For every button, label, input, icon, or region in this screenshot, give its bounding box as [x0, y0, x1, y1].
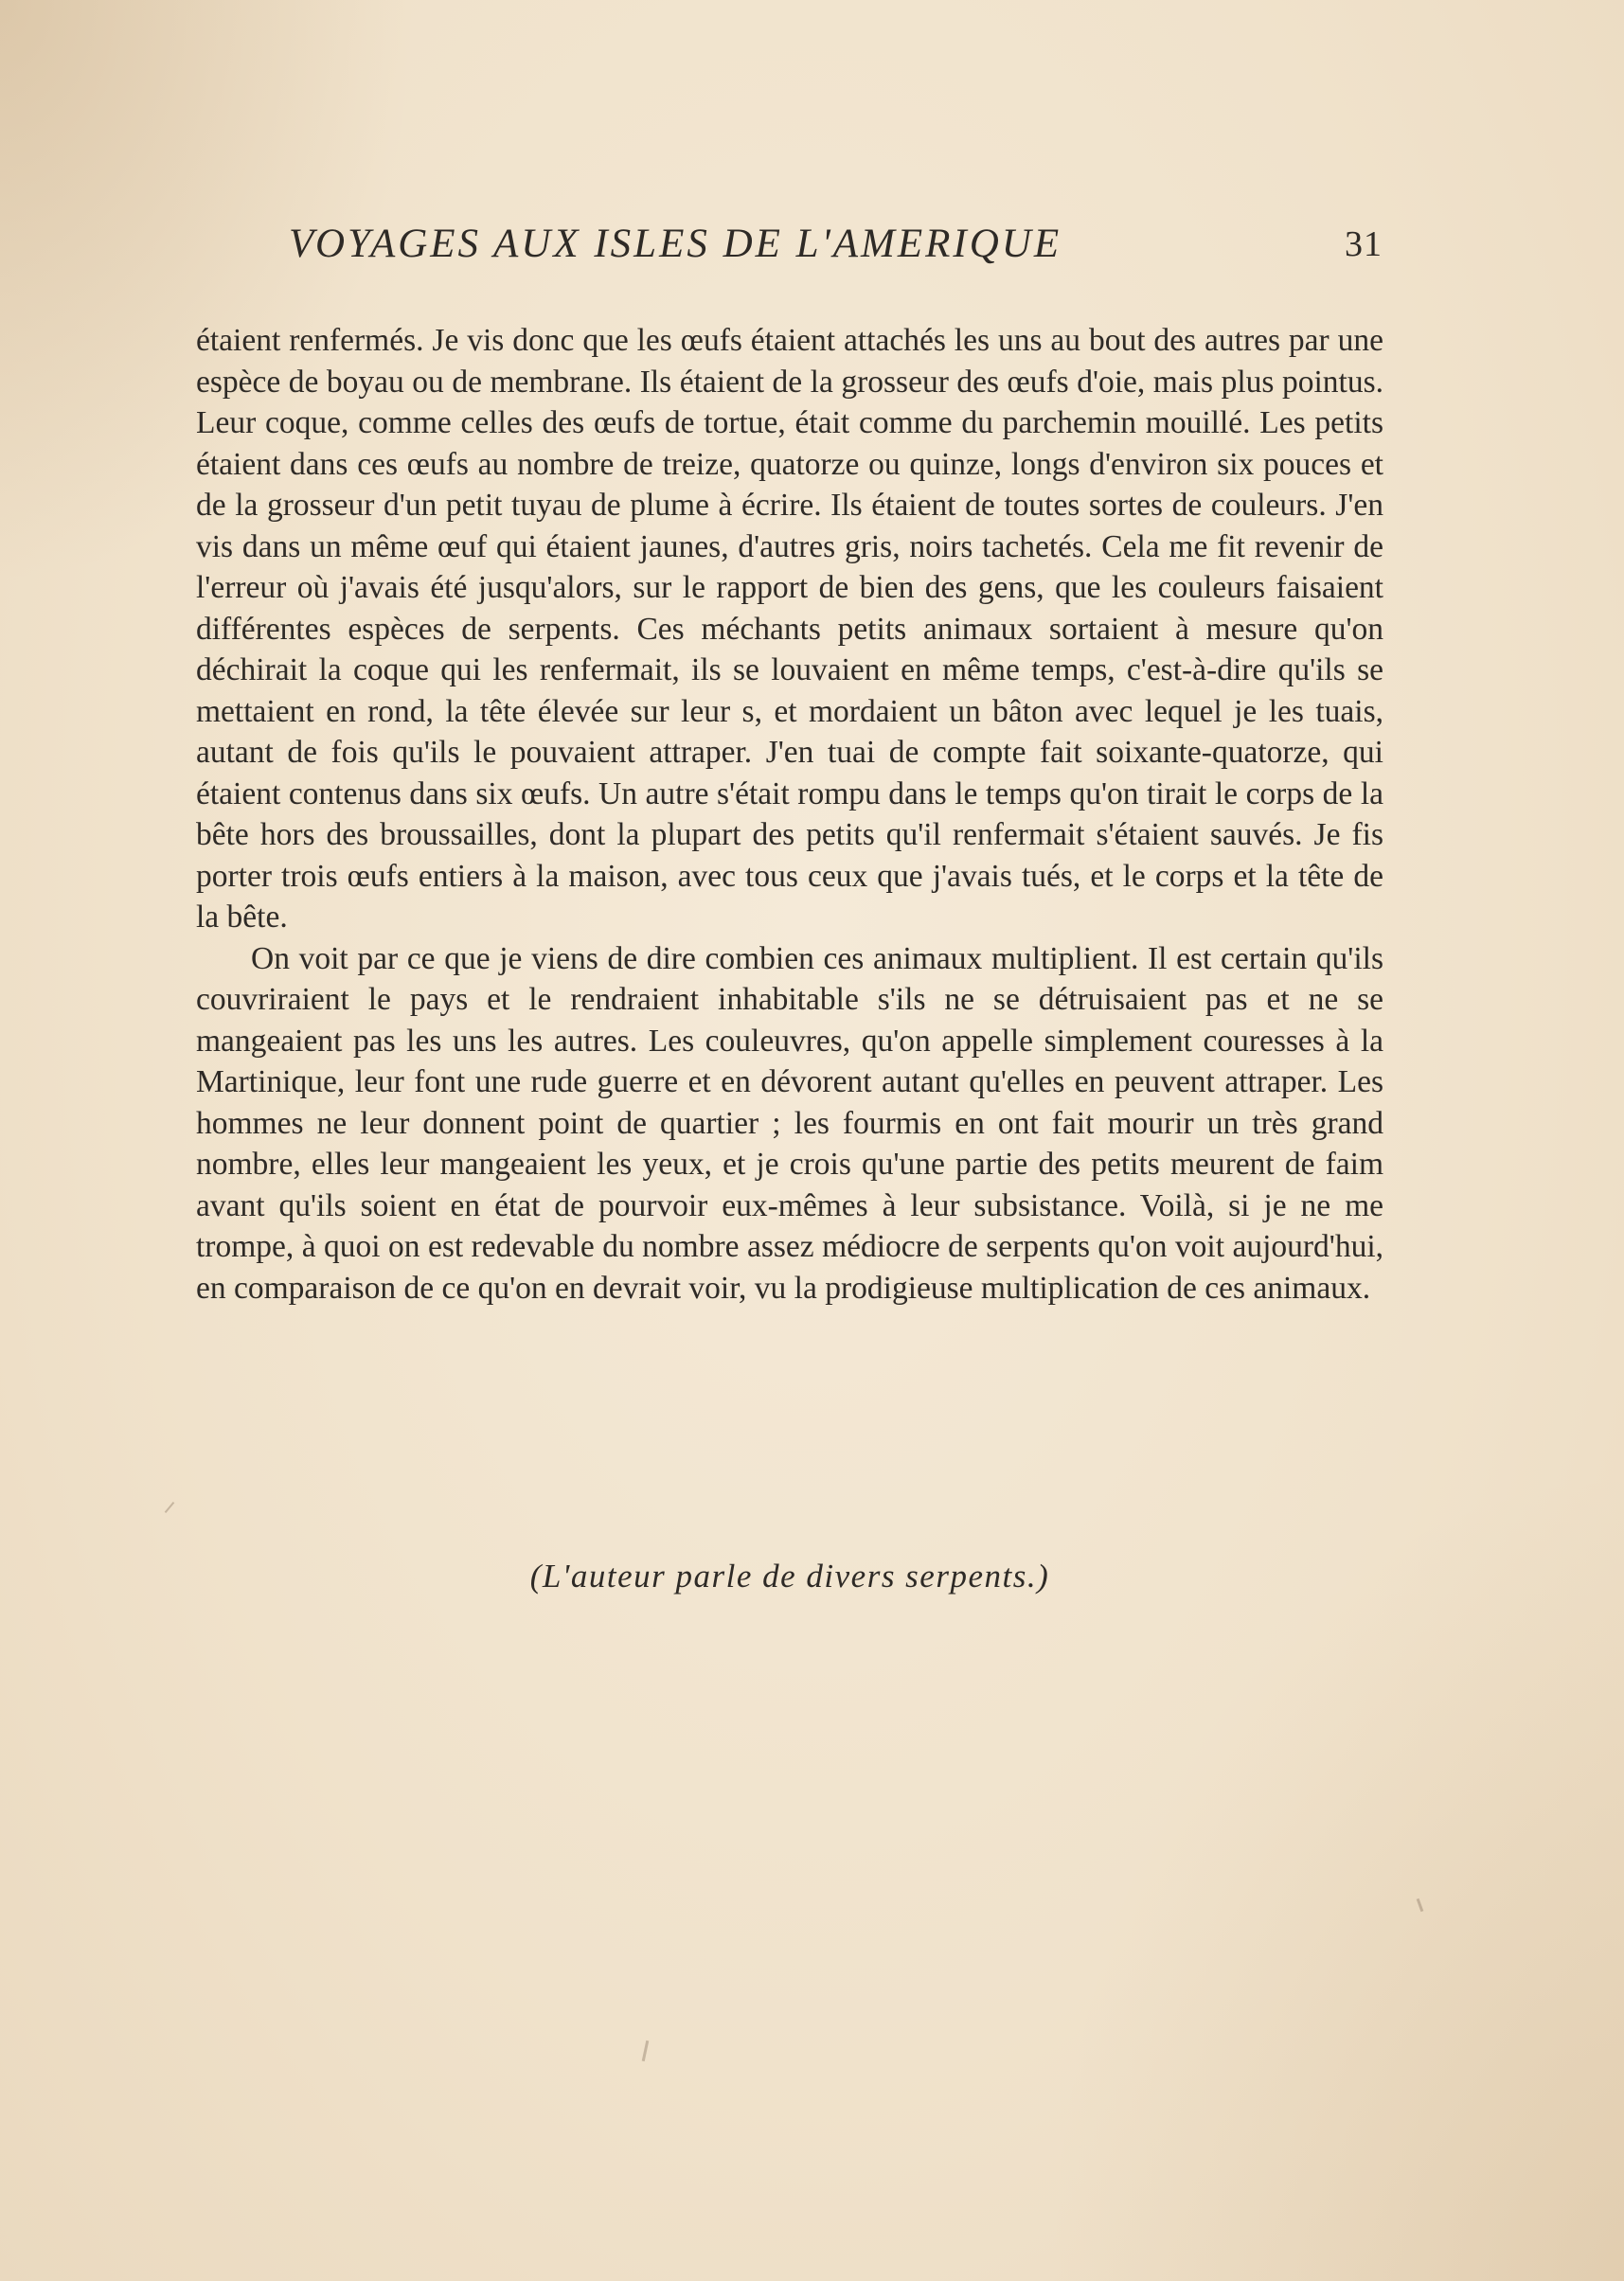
paper-speck [165, 1502, 175, 1513]
paragraph-2: On voit par ce que je viens de dire combien ces animaux multiplient. Il est certain qu'ils couvriraient le pays et le rendraient inhabitable s'ils ne se détruisaient pas et ne se mangeaient pas les uns les autres. Les couleuvres, qu'on appelle simplement couresses à la Martinique, leur font une rude guerre et en dévorent autant qu'elles en peuvent attraper. Les hommes ne leur donnent point de quartier ; les fourmis en ont fait mourir un très grand nombre, elles leur mangeaient les yeux, et je crois qu'une partie des petits meurent de faim avant qu'ils soient en état de pourvoir eux-mêmes à leur subsistance. Voilà, si je ne me trompe, à quoi on est redevable du nombre assez médiocre de serpents qu'on voit aujourd'hui, en comparaison de ce qu'on en devrait voir, vu la prodigieuse multiplication de ces animaux. [196, 940, 1383, 1306]
paper-speck [1417, 1898, 1424, 1912]
running-title: VOYAGES AUX ISLES DE L'AMERIQUE [289, 222, 1062, 266]
section-note: (L'auteur parle de divers serpents.) [529, 1558, 1050, 1595]
body-text [196, 320, 1383, 1309]
paper-speck [642, 2040, 650, 2061]
running-head [289, 216, 1383, 273]
page-number: 31 [1345, 224, 1383, 264]
paragraph-1: étaient renfermés. Je vis donc que les œufs étaient attachés les uns au bout des autres par une espèce de boyau ou de membrane. Ils étaient de la grosseur des œufs d'oie, mais plus pointus. Leur coque, comme celles des œufs de tortue, était comme du parchemin mouillé. Les petits étaient dans ces œufs au nombre de treize, quatorze ou quinze, longs d'environ six pouces et de la grosseur d'un petit tuyau de plume à écrire. Ils étaient de toutes sortes de couleurs. J'en vis dans un même œuf qui étaient jaunes, d'autres gris, noirs tachetés. Cela me fit revenir de l'erreur où j'avais été jusqu'alors, sur le rapport de bien des gens, que les couleurs faisaient différentes espèces de serpents. Ces méchants petits animaux sortaient à mesure qu'on déchirait la coque qui les renfermait, ils se louvaient en même temps, c'est-à-dire qu'ils se mettaient en rond, la tête élevée sur leur s, et mordaient un bâton avec lequel je les tuais, autant de fois qu'ils le pouvaient attraper. J'en tuai de compte fait soixante-quatorze, qui étaient contenus dans six œufs. Un autre s'était rompu dans le temps qu'on tirait le corps de la bête hors des broussailles, dont la plupart des petits qu'il renfermait s'étaient sauvés. Je fis porter trois œufs entiers à la maison, avec tous ceux que j'avais tués, et le corps et la tête de la bête. [196, 323, 1383, 935]
